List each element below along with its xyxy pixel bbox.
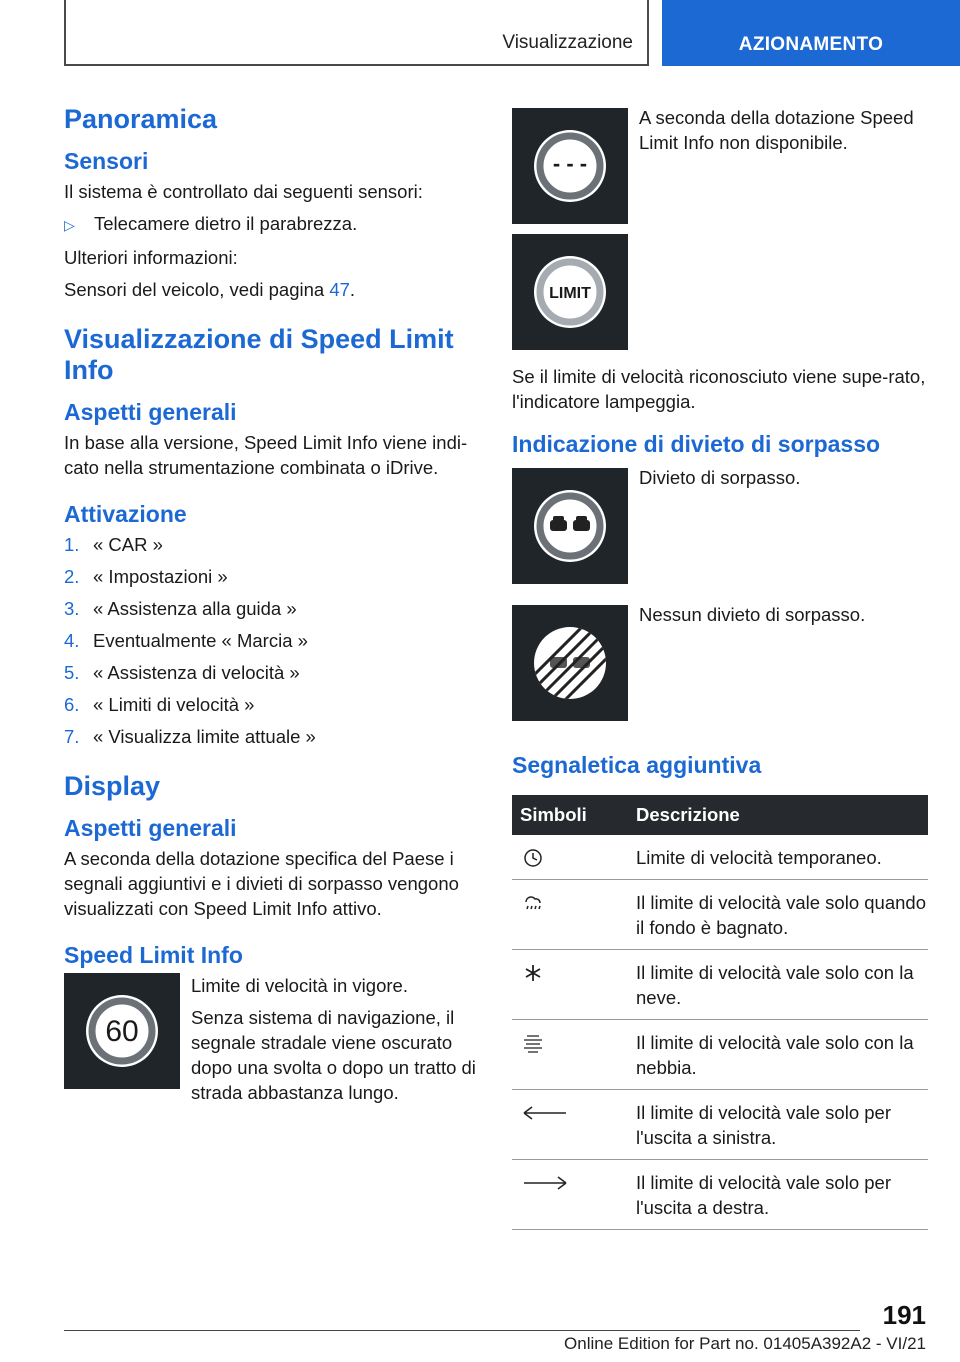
aspetti-generali-2-text: A seconda della dotazione specifica del Paese i segnali aggiuntivi e i divieti di sorpasso vengono visualizzati con Speed Limit Info attivo. bbox=[64, 848, 459, 919]
triangle-bullet-icon: ▷ bbox=[64, 217, 75, 233]
unavailable-sign-text: - - - bbox=[552, 151, 588, 176]
header-section-box bbox=[64, 0, 649, 66]
footer-divider bbox=[64, 1330, 860, 1331]
aspetti-generali-1-text: In base alla versione, Speed Limit Info viene indi-cato nella strumentazione combinata o iDrive. bbox=[64, 432, 468, 478]
additional-signs-table bbox=[512, 795, 928, 1230]
unavailable-text: A seconda della dotazione Speed Limit Info non disponibile. bbox=[639, 107, 914, 153]
sign-description: Limite di velocità temporaneo. bbox=[636, 835, 928, 880]
table-row bbox=[512, 880, 928, 950]
reference-tail: . bbox=[349, 279, 356, 300]
divieto-figure-row bbox=[512, 468, 928, 584]
page-number: 191 bbox=[882, 1300, 926, 1330]
activation-step bbox=[64, 660, 480, 685]
page-link-47[interactable]: 47 bbox=[329, 279, 350, 300]
activation-step bbox=[64, 596, 480, 621]
activation-step bbox=[64, 564, 480, 589]
left-column bbox=[64, 98, 480, 1112]
activation-step bbox=[64, 532, 480, 557]
divieto-text: Divieto di sorpasso. bbox=[639, 467, 801, 488]
clock-icon bbox=[512, 835, 636, 880]
table-row bbox=[512, 835, 928, 880]
step-number: 6. bbox=[64, 694, 80, 715]
limit-figure-row bbox=[512, 234, 928, 350]
right-column bbox=[512, 108, 928, 1230]
limit-sign-text: LIMIT bbox=[549, 285, 591, 302]
reference-text: Sensori del veicolo, vedi pagina bbox=[64, 279, 330, 300]
sensor-reference bbox=[64, 277, 480, 302]
sensori-text: Il sistema è controllato dai seguenti sensori: bbox=[64, 181, 423, 202]
activation-step bbox=[64, 628, 480, 653]
table-row bbox=[512, 950, 928, 1020]
sign-description: Il limite di velocità vale solo quando il fondo è bagnato. bbox=[636, 880, 928, 950]
step-number: 5. bbox=[64, 662, 80, 683]
sign-description: Il limite di velocità vale solo per l'uscita a destra. bbox=[636, 1160, 928, 1230]
rain-icon bbox=[512, 880, 636, 950]
table-row bbox=[512, 1020, 928, 1090]
heading-segnaletica-aggiuntiva: Segnaletica aggiuntiva bbox=[512, 752, 762, 778]
step-number: 7. bbox=[64, 726, 80, 747]
step-text: Eventualmente « Marcia » bbox=[93, 630, 308, 651]
heading-speed-limit-info: Speed Limit Info bbox=[64, 942, 243, 968]
table-header-row bbox=[512, 795, 928, 835]
no-overtaking-sign-icon bbox=[512, 468, 628, 584]
sign-description: Il limite di velocità vale solo con la neve. bbox=[636, 950, 928, 1020]
nessun-divieto-figure-row bbox=[512, 605, 928, 721]
sign-description: Il limite di velocità vale solo con la nebbia. bbox=[636, 1020, 928, 1090]
step-text: « Limiti di velocità » bbox=[93, 694, 255, 715]
end-no-overtaking-sign-icon bbox=[512, 605, 628, 721]
arrow-left-icon bbox=[512, 1090, 636, 1160]
activation-steps bbox=[64, 532, 480, 749]
edition-text: Online Edition for Part no. 01405A392A2 - VI/21 bbox=[564, 1334, 926, 1353]
speed-limit-60-sign-icon bbox=[64, 973, 180, 1089]
col-header-simboli: Simboli bbox=[512, 795, 636, 835]
heading-display: Display bbox=[64, 771, 161, 801]
activation-step bbox=[64, 724, 480, 749]
header-chapter-title: AZIONAMENTO bbox=[738, 34, 884, 55]
exceeded-text: Se il limite di velocità riconosciuto viene supe-rato, l'indicatore lampeggia. bbox=[512, 366, 926, 412]
more-info-label: Ulteriori informazioni: bbox=[64, 247, 238, 268]
step-number: 3. bbox=[64, 598, 80, 619]
heading-visualizzazione-sli: Visualizzazione di Speed Limit Info bbox=[64, 324, 454, 385]
col-header-descrizione: Descrizione bbox=[636, 795, 928, 835]
step-text: « Assistenza alla guida » bbox=[93, 598, 297, 619]
table-row bbox=[512, 1160, 928, 1230]
sensori-bullet-text: Telecamere dietro il parabrezza. bbox=[94, 213, 358, 234]
heading-divieto-sorpasso: Indicazione di divieto di sorpasso bbox=[512, 431, 881, 457]
unavailable-figure-row bbox=[512, 108, 928, 224]
step-number: 4. bbox=[64, 630, 80, 651]
heading-attivazione: Attivazione bbox=[64, 501, 187, 527]
sli-text-2: Senza sistema di navigazione, il segnale stradale viene oscurato dopo una svolta o dopo un tratto di strada abbastanza lungo. bbox=[191, 1007, 476, 1103]
speed-limit-flashing-sign-icon bbox=[512, 234, 628, 350]
activation-step bbox=[64, 692, 480, 717]
heading-aspetti-generali-1: Aspetti generali bbox=[64, 399, 237, 425]
sli-sign-value: 60 bbox=[105, 1015, 139, 1048]
step-text: « Impostazioni » bbox=[93, 566, 228, 587]
header-chapter-tab bbox=[662, 0, 960, 66]
sli-text-1: Limite di velocità in vigore. bbox=[191, 975, 408, 996]
step-text: « Assistenza di velocità » bbox=[93, 662, 300, 683]
header-section-title: Visualizzazione bbox=[502, 32, 633, 53]
step-text: « CAR » bbox=[93, 534, 163, 555]
table-row bbox=[512, 1090, 928, 1160]
sensori-bullet bbox=[64, 211, 480, 238]
arrow-right-icon bbox=[512, 1160, 636, 1230]
step-number: 1. bbox=[64, 534, 80, 555]
step-text: « Visualizza limite attuale » bbox=[93, 726, 316, 747]
heading-aspetti-generali-2: Aspetti generali bbox=[64, 815, 237, 841]
snowflake-icon bbox=[512, 950, 636, 1020]
fog-icon bbox=[512, 1020, 636, 1090]
nessun-divieto-text: Nessun divieto di sorpasso. bbox=[639, 604, 866, 625]
speed-limit-unavailable-sign-icon bbox=[512, 108, 628, 224]
sign-description: Il limite di velocità vale solo per l'uscita a sinistra. bbox=[636, 1090, 928, 1160]
sli-figure-row bbox=[64, 973, 480, 1112]
step-number: 2. bbox=[64, 566, 80, 587]
heading-sensori: Sensori bbox=[64, 148, 149, 174]
heading-panoramica: Panoramica bbox=[64, 104, 218, 134]
